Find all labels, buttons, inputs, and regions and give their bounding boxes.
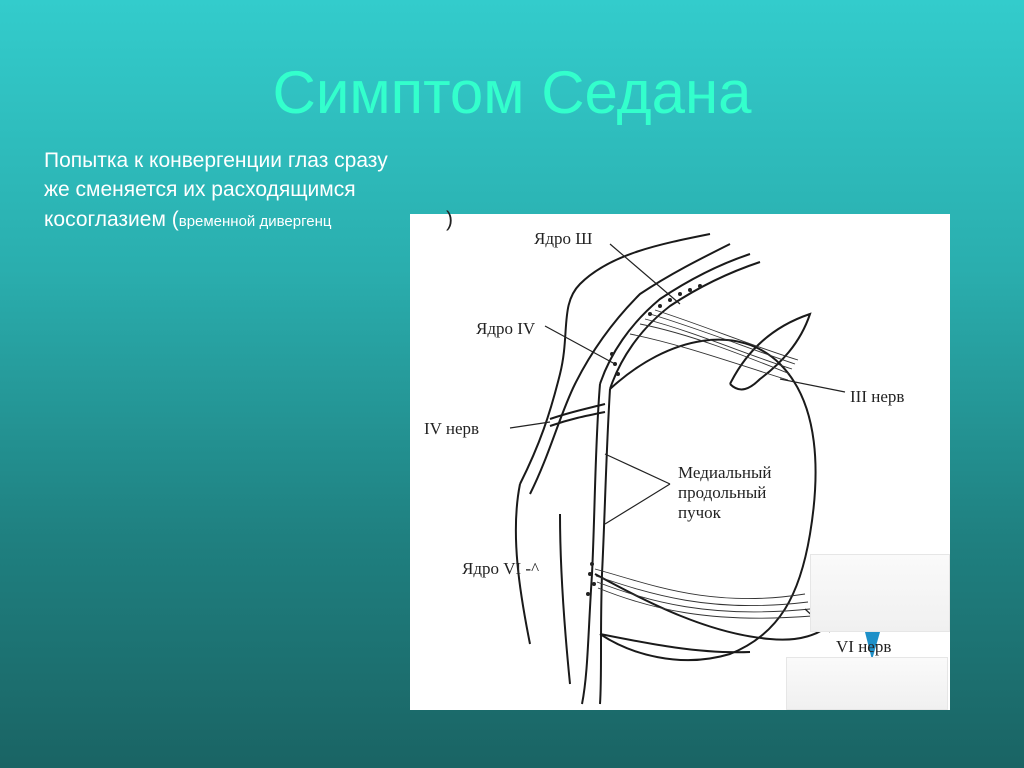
brainstem-outline-left: [530, 244, 730, 494]
close-paren: ): [446, 208, 453, 231]
body-line-1: Попытка к конвергенции глаз сразу: [44, 149, 388, 172]
body-line-2: же сменяется их расходящимся: [44, 178, 356, 202]
label-nerve3: III нерв: [850, 387, 905, 406]
midline-right: [600, 389, 610, 704]
midline-left: [582, 384, 600, 704]
blurred-patch-upper: [810, 554, 950, 632]
label-nucleus4: Ядро IV: [476, 319, 536, 338]
pointer-nucleus3: [610, 244, 680, 304]
blurred-patch-lower: [786, 657, 948, 710]
pointer-nerve3: [780, 379, 845, 392]
label-mlf-2: продольный: [678, 483, 767, 502]
body-line-3-main: косоглазием (: [44, 207, 179, 231]
label-nucleus3: Ядро Ш: [534, 229, 593, 248]
brainstem-diagram: [410, 214, 950, 710]
pointer-mlf-2: [605, 484, 670, 524]
lower-contour: [595, 574, 830, 640]
label-nucleus6: Ядро VI -^: [462, 559, 540, 578]
left-lower: [560, 514, 570, 684]
label-mlf-3: пучок: [678, 503, 721, 522]
slide-title: Симптом Седана: [272, 59, 752, 126]
pointer-mlf-1: [605, 454, 670, 484]
label-mlf-1: Медиальный: [678, 463, 772, 482]
pointer-nucleus4: [545, 326, 615, 364]
brainstem-drawing: [410, 214, 950, 710]
lower-contour-2: [600, 634, 750, 652]
label-nerve6: VI нерв: [836, 637, 892, 656]
body-line-3-small: временной дивергенц: [178, 212, 332, 230]
brainstem-outline-outer: [520, 234, 710, 484]
nerve4-exit: [550, 404, 605, 419]
label-nerve4: IV нерв: [424, 419, 480, 438]
